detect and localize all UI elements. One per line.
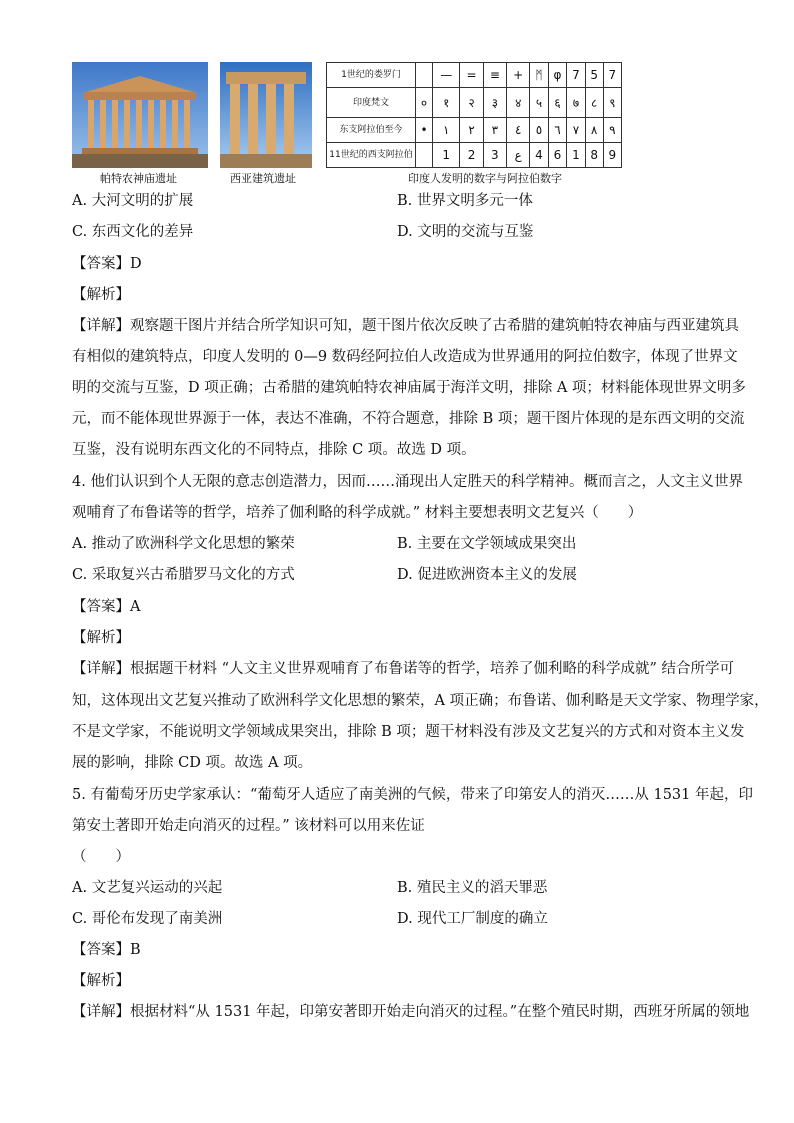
q4-stem-line: 观哺育了布鲁诺等的哲学，培养了伽利略的科学成就。” 材料主要想表明文艺复兴（ ） (72, 505, 643, 521)
q4-option-d: D. 促进欧洲资本主义的发展 (397, 567, 577, 583)
table-cell: ٥ (530, 118, 548, 143)
q5-stem-line: （ ） (72, 849, 130, 865)
table-cell: २ (460, 88, 483, 118)
table-cell: — (433, 63, 460, 88)
row-label: 11世纪的西支阿拉伯 (327, 143, 416, 168)
figure-strip (72, 62, 622, 186)
table-cell (416, 143, 433, 168)
table-cell: • (416, 118, 433, 143)
table-cell: ٨ (585, 118, 603, 143)
table-cell: 3 (483, 143, 506, 168)
row-label: 印度梵文 (327, 88, 416, 118)
table-cell: 2 (460, 143, 483, 168)
table-cell (416, 63, 433, 88)
table-cell: 1 (433, 143, 460, 168)
q5-option-a: A. 文艺复兴运动的兴起 (72, 880, 223, 896)
table-row (327, 63, 622, 88)
q3-answer: 【答案】D (72, 256, 142, 272)
q3-detail-line: 明的交流与互鉴，D 项正确；古希腊的建筑帕特农神庙属于海洋文明，排除 A 项；材料能体现世界文明多 (72, 380, 746, 396)
table-cell: ᛗ (530, 63, 548, 88)
row-label: 东支阿拉伯至今 (327, 118, 416, 143)
table-cell: ७ (567, 88, 585, 118)
table-row (327, 118, 622, 143)
west-asia-ruins-photo (220, 62, 312, 168)
q3-option-a: A. 大河文明的扩展 (72, 193, 194, 209)
table-cell: 6 (548, 143, 567, 168)
q4-option-b: B. 主要在文学领域成果突出 (397, 536, 577, 552)
table-cell: ع (507, 143, 530, 168)
q4-option-c: C. 采取复兴古希腊罗马文化的方式 (72, 567, 295, 583)
caption-west-asia: 西亚建筑遗址 (230, 172, 296, 185)
q5-analysis-label: 【解析】 (72, 973, 130, 989)
table-cell: १ (433, 88, 460, 118)
table-cell: ٧ (567, 118, 585, 143)
table-cell: 7 (567, 63, 585, 88)
q5-option-d: D. 现代工厂制度的确立 (397, 911, 548, 927)
table-cell: ४ (507, 88, 530, 118)
q3-detail-line: 元，而不能体现世界源于一体，表达不准确，不符合题意，排除 B 项；题干图片体现的是东西文明的交流 (72, 411, 745, 427)
q4-detail-line: 知，这体现出文艺复兴推动了欧洲科学文化思想的繁荣，A 项正确；布鲁诺、伽利略是天文学家、物理学家， (72, 693, 769, 709)
q4-detail-line: 不是文学家，不能说明文学领域成果突出，排除 B 项；题干材料没有涉及文艺复兴的方式和对资本主义发 (72, 724, 745, 740)
q3-detail-line: 有相似的建筑特点，印度人发明的 0—9 数码经阿拉伯人改造成为世界通用的阿拉伯数字，体现了世界文 (72, 349, 738, 365)
q4-detail-line: 【详解】根据题干材料 “人文主义世界观哺育了布鲁诺等的哲学，培养了伽利略的科学成就” 结合所学可 (72, 661, 735, 677)
q4-detail-line: 展的影响，排除 CD 项。故选 A 项。 (72, 755, 313, 771)
table-cell: ٢ (460, 118, 483, 143)
q4-option-a: A. 推动了欧洲科学文化思想的繁荣 (72, 536, 295, 552)
row-label: 1世纪的娄罗门 (327, 63, 416, 88)
q5-option-c: C. 哥伦布发现了南美洲 (72, 911, 223, 927)
q3-option-b: B. 世界文明多元一体 (397, 193, 533, 209)
q3-option-c: C. 东西文化的差异 (72, 224, 194, 240)
q3-option-d: D. 文明的交流与互鉴 (397, 224, 534, 240)
q4-analysis-label: 【解析】 (72, 630, 130, 646)
table-cell: ५ (530, 88, 548, 118)
table-cell: φ (548, 63, 567, 88)
q5-stem-line: 5. 有葡萄牙历史学家承认：“葡萄牙人适应了南美洲的气候，带来了印第安人的消灭……从 1531 年起，印 (72, 787, 753, 803)
table-cell: ३ (483, 88, 506, 118)
q5-option-b: B. 殖民主义的滔天罪恶 (397, 880, 548, 896)
table-cell: ٣ (483, 118, 506, 143)
parthenon-photo (72, 62, 208, 168)
q3-detail-line: 互鉴，没有说明东西文化的不同特点，排除 C 项。故选 D 项。 (72, 442, 476, 458)
caption-numerals: 印度人发明的数字与阿拉伯数字 (408, 172, 562, 185)
table-row (327, 143, 622, 168)
table-cell: ९ (603, 88, 621, 118)
table-cell: + (507, 63, 530, 88)
q3-analysis-label: 【解析】 (72, 287, 130, 303)
table-cell: ٤ (507, 118, 530, 143)
q5-answer: 【答案】B (72, 942, 141, 958)
q4-answer: 【答案】A (72, 599, 141, 615)
table-cell: 7 (603, 63, 621, 88)
table-cell: ≡ (483, 63, 506, 88)
table-cell: 4 (530, 143, 548, 168)
table-cell: 9 (603, 143, 621, 168)
table-cell: ० (416, 88, 433, 118)
table-cell: 1 (567, 143, 585, 168)
numeral-table (326, 62, 622, 168)
table-row (327, 88, 622, 118)
q5-stem-line: 第安土著即开始走向消灭的过程。” 该材料可以用来佐证 (72, 818, 425, 834)
table-cell: 5 (585, 63, 603, 88)
table-cell: ६ (548, 88, 567, 118)
table-cell: 8 (585, 143, 603, 168)
table-cell: ८ (585, 88, 603, 118)
caption-parthenon: 帕特农神庙遗址 (100, 172, 177, 185)
table-cell: ٦ (548, 118, 567, 143)
table-cell: = (460, 63, 483, 88)
q3-detail-line: 【详解】观察题干图片并结合所学知识可知，题干图片依次反映了古希腊的建筑帕特农神庙与西亚建筑具 (72, 318, 739, 334)
table-cell: ٩ (603, 118, 621, 143)
q4-stem-line: 4. 他们认识到个人无限的意志创造潜力，因而……涌现出人定胜天的科学精神。概而言之，人文主义世界 (72, 474, 743, 490)
q5-detail-line: 【详解】根据材料“从 1531 年起，印第安著即开始走向消灭的过程。”在整个殖民时期，西班牙所属的领地 (72, 1004, 750, 1020)
table-cell: ١ (433, 118, 460, 143)
